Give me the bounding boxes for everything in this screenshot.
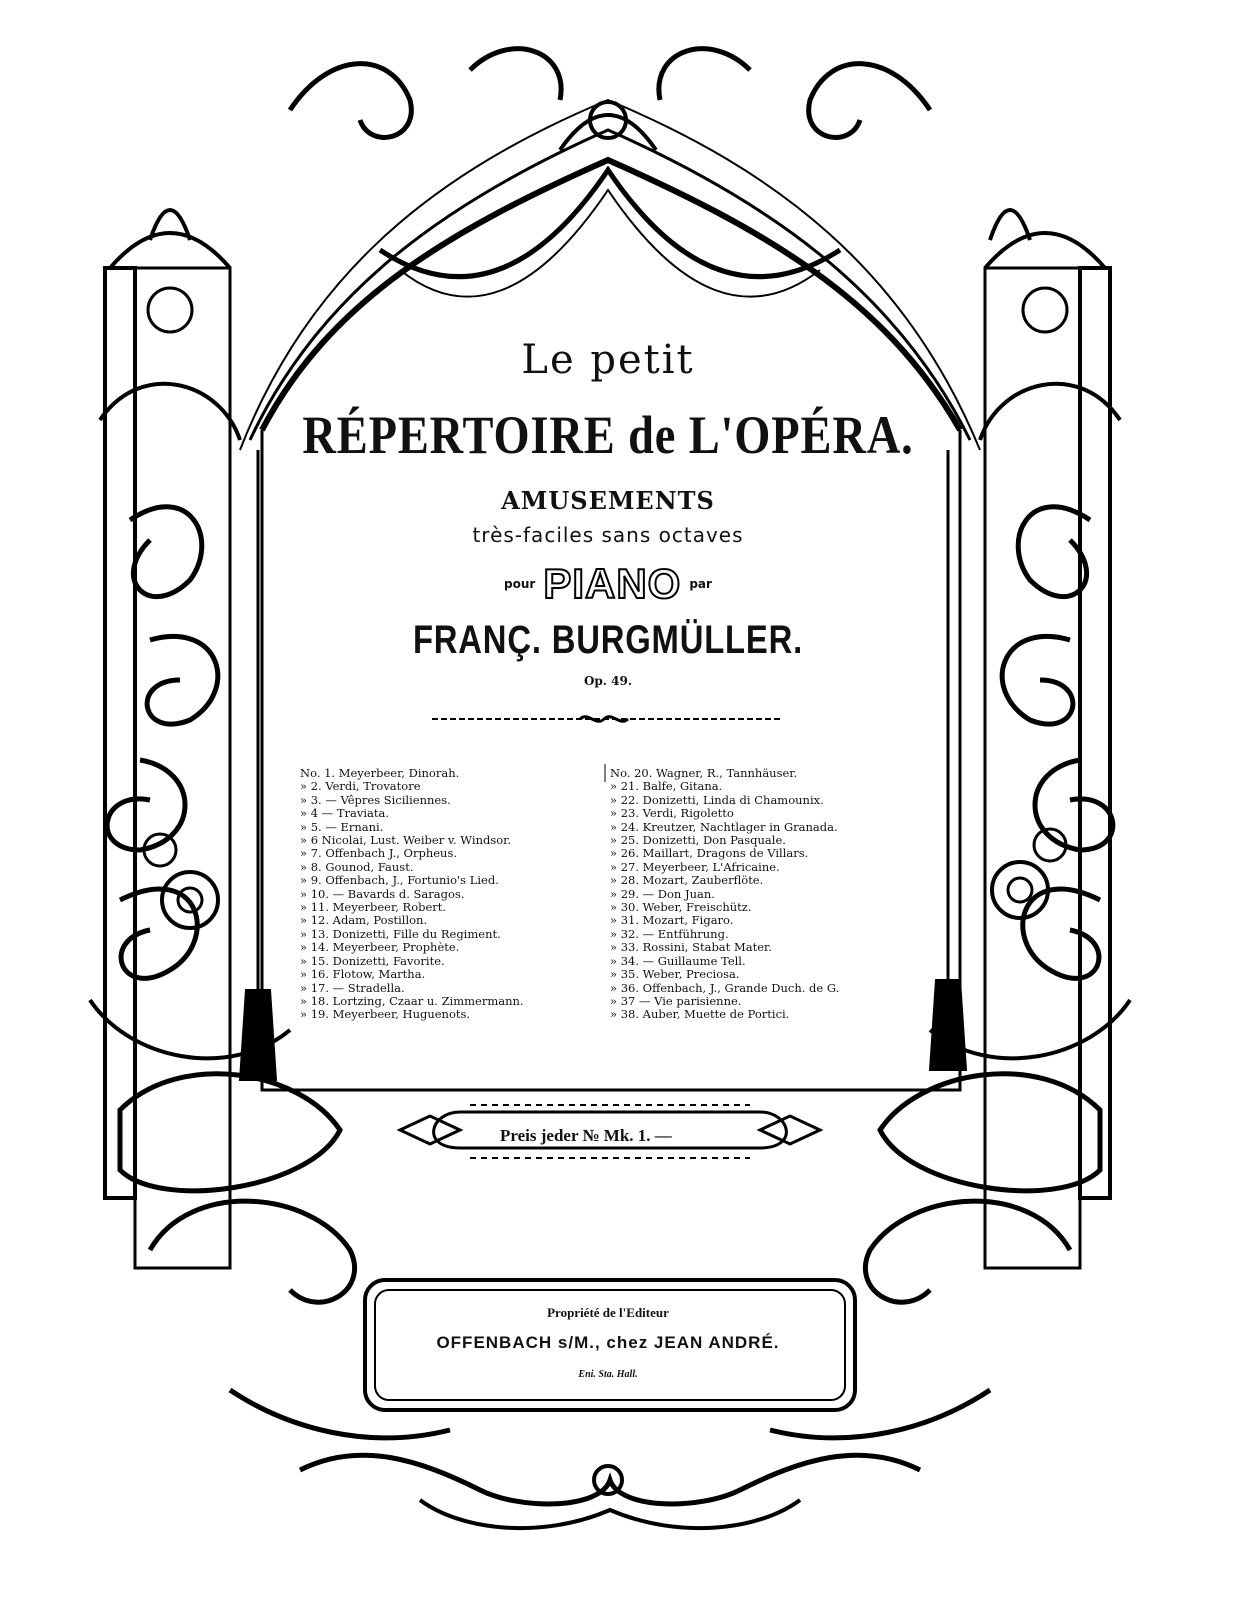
list-item: » 18. Lortzing, Czaar u. Zimmermann.: [300, 993, 524, 1008]
publisher-name: OFFENBACH s/M., chez JEAN ANDRÉ.: [436, 1333, 780, 1352]
list-item: » 30. Weber, Freischütz.: [610, 900, 752, 915]
list-item: No. 20. Wagner, R., Tannhäuser.: [610, 766, 798, 780]
list-item: » 5. — Ernani.: [300, 819, 384, 834]
list-item: » 38. Auber, Muette de Portici.: [610, 1007, 790, 1022]
list-item: » 12. Adam, Postillon.: [300, 913, 428, 928]
list-item: » 24. Kreutzer, Nachtlager in Granada.: [610, 819, 838, 834]
list-item: » 28. Mozart, Zauberflöte.: [610, 873, 764, 888]
main-title: RÉPERTOIRE de L'OPÉRA.: [302, 405, 914, 465]
description: très-faciles sans octaves: [472, 523, 744, 547]
list-item: » 29. — Don Juan.: [610, 886, 715, 901]
instrument-line: [0, 560, 1216, 608]
list-item: » 13. Donizetti, Fille du Regiment.: [300, 926, 501, 941]
list-item: » 35. Weber, Preciosa.: [610, 967, 740, 982]
property-notice: Propriété de l'Editeur: [547, 1305, 669, 1320]
list-item: » 21. Balfe, Gitana.: [610, 779, 723, 794]
price-label: Preis jeder № Mk. 1. —: [500, 1126, 672, 1145]
list-item: » 3. — Vêpres Siciliennes.: [300, 792, 451, 807]
list-item: » 6 Nicolai, Lust. Weiber v. Windsor.: [300, 833, 512, 848]
engraver-credit: Eni. Sta. Hall.: [578, 1369, 638, 1380]
list-item: » 25. Donizetti, Don Pasquale.: [610, 833, 786, 848]
instrument-label: PIANO: [543, 560, 682, 607]
list-item: » 37 — Vie parisienne.: [610, 993, 742, 1008]
list-item: » 14. Meyerbeer, Prophète.: [300, 940, 460, 955]
opera-list-left: [300, 767, 524, 1022]
list-item: » 4 — Traviata.: [300, 806, 390, 821]
opera-list-right: [610, 767, 839, 1022]
list-item: » 27. Meyerbeer, L'Africaine.: [610, 859, 780, 874]
pour-label: pour: [504, 577, 536, 591]
title-line-1: Le petit: [521, 337, 695, 383]
list-item: » 7. Offenbach J., Orpheus.: [300, 846, 457, 861]
list-item: » 23. Verdi, Rigoletto: [610, 806, 734, 821]
list-item: » 31. Mozart, Figaro.: [610, 913, 734, 928]
list-item: » 15. Donizetti, Favorite.: [300, 953, 445, 968]
list-item: » 17. — Stradella.: [300, 980, 405, 995]
list-item: » 36. Offenbach, J., Grande Duch. de G.: [610, 980, 840, 995]
subtitle: AMUSEMENTS: [501, 486, 715, 515]
list-item: No. 1. Meyerbeer, Dinorah.: [300, 766, 460, 780]
list-item: » 33. Rossini, Stabat Mater.: [610, 940, 772, 955]
list-item: » 10. — Bavards d. Saragos.: [300, 886, 465, 901]
par-label: par: [689, 577, 712, 591]
list-item: » 26. Maillart, Dragons de Villars.: [610, 846, 809, 861]
list-item: » 11. Meyerbeer, Robert.: [300, 900, 447, 915]
list-item: » 22. Donizetti, Linda di Chamounix.: [610, 792, 824, 807]
list-item: » 32. — Entführung.: [610, 926, 729, 941]
list-item: » 34. — Guillaume Tell.: [610, 953, 746, 968]
list-item: » 9. Offenbach, J., Fortunio's Lied.: [300, 873, 499, 888]
composer-name: FRANÇ. BURGMÜLLER.: [412, 618, 804, 662]
list-item: » 8. Gounod, Faust.: [300, 859, 414, 874]
list-item: » 16. Flotow, Martha.: [300, 967, 426, 982]
list-item: » 19. Meyerbeer, Huguenots.: [300, 1007, 471, 1022]
list-item: » 2. Verdi, Trovatore: [300, 779, 421, 794]
opus-number: Op. 49.: [583, 674, 633, 688]
